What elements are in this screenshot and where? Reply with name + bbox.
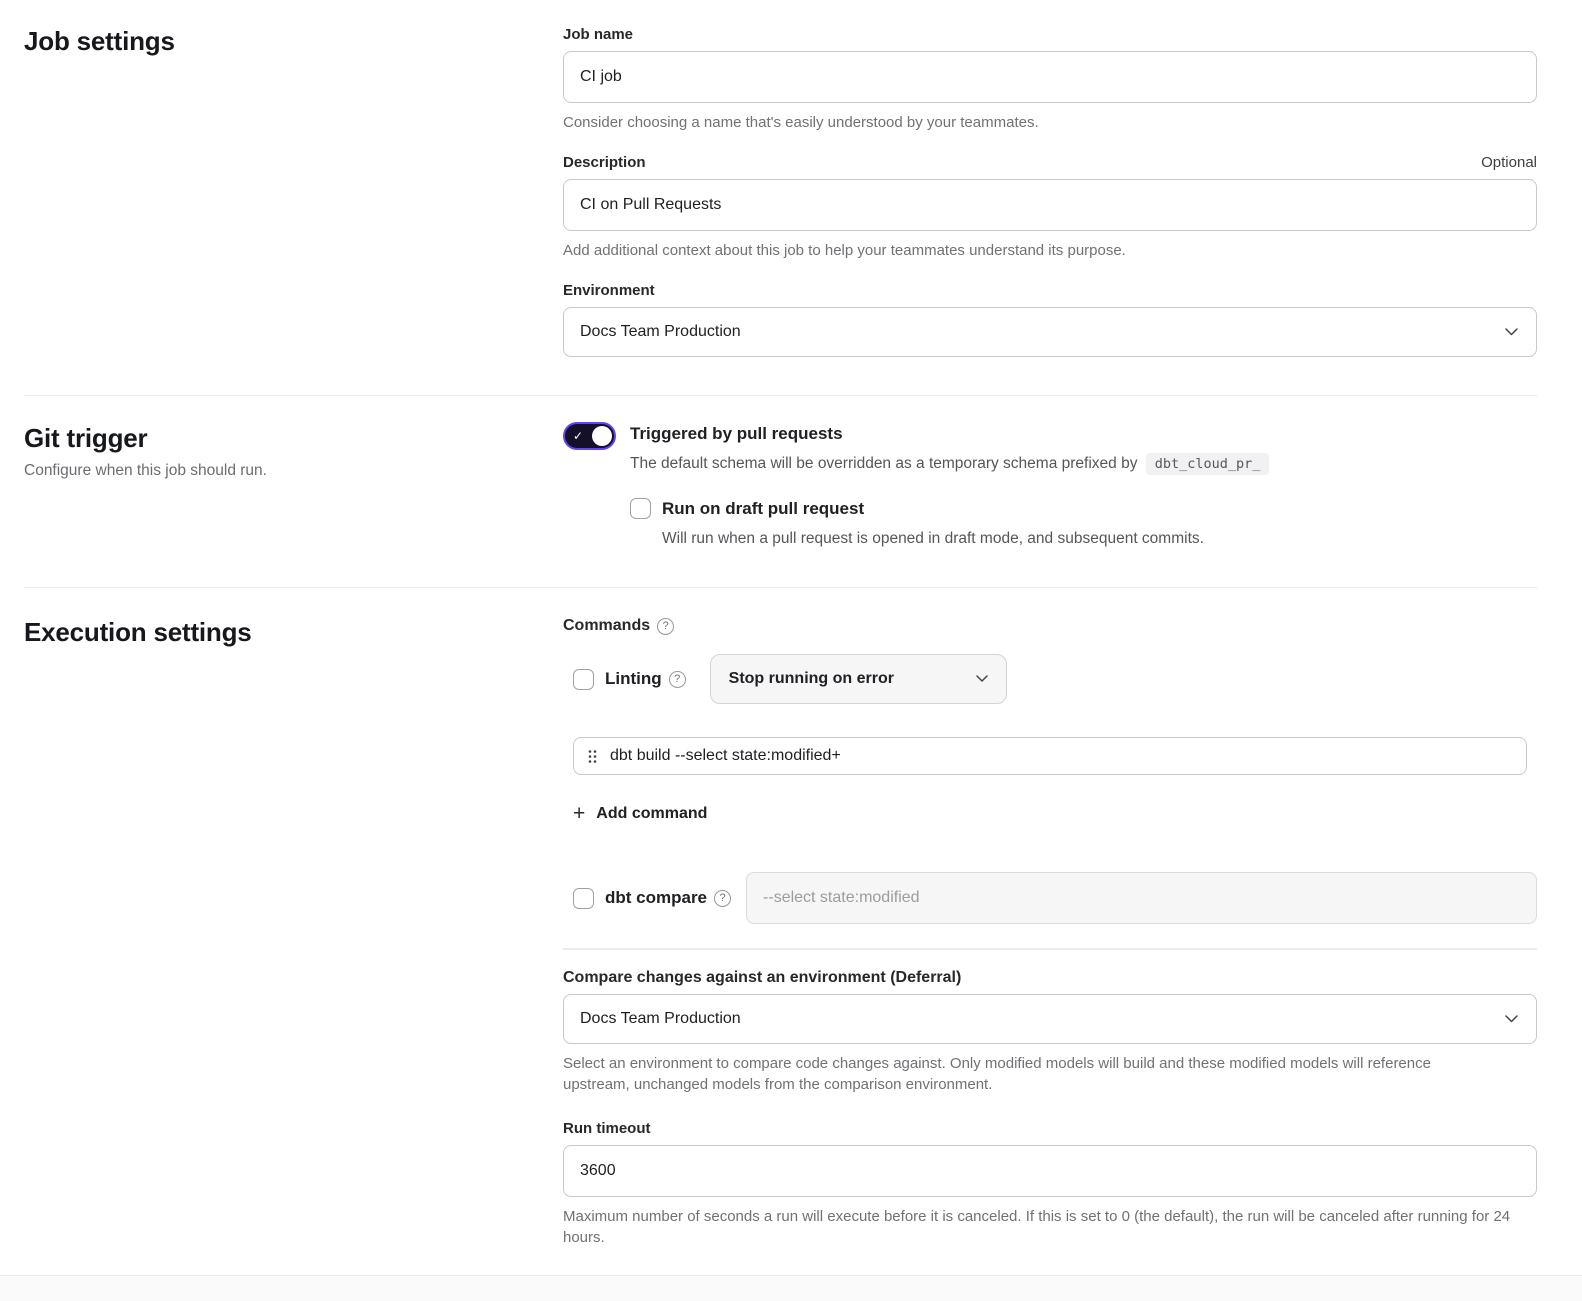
add-command-label: Add command	[596, 804, 708, 822]
draft-pr-block	[630, 498, 1269, 550]
footer-strip	[0, 1275, 1582, 1301]
command-row[interactable]	[573, 737, 1527, 775]
chevron-down-icon	[1505, 323, 1518, 341]
execution-settings-heading: Execution settings	[24, 617, 252, 648]
deferral-field	[563, 969, 1537, 1095]
job-name-field	[563, 26, 1537, 133]
schema-prefix-code: dbt_cloud_pr_	[1146, 453, 1270, 475]
description-label-row	[563, 154, 1537, 172]
drag-handle-icon[interactable]	[588, 749, 597, 764]
deferral-select[interactable]	[563, 994, 1537, 1044]
pr-trigger-row	[563, 423, 1537, 549]
plus-icon: +	[573, 802, 586, 826]
command-text[interactable]: dbt build --select state:modified+	[610, 747, 841, 765]
description-help: Add additional context about this job to help your teammates understand its purpose.	[563, 242, 1126, 259]
linting-mode-value: Stop running on error	[728, 670, 894, 688]
dbt-compare-help-icon[interactable]: ?	[714, 890, 731, 907]
dbt-compare-checkbox[interactable]	[573, 888, 594, 909]
commands-label: Commands	[563, 617, 651, 635]
chevron-down-icon	[976, 670, 988, 688]
job-settings-heading: Job settings	[24, 26, 175, 56]
linting-label: Linting	[605, 669, 662, 689]
execution-settings-section	[24, 588, 1537, 1262]
dbt-compare-label: dbt compare	[605, 888, 708, 908]
execution-settings-heading-col	[24, 617, 563, 1248]
dbt-compare-row	[573, 872, 1537, 924]
check-icon: ✓	[573, 429, 584, 443]
deferral-help: Select an environment to compare code changes against. Only modified models will build and these modified models will reference upstream, unchanged models from the comparison environment.	[563, 1055, 1431, 1094]
git-trigger-section	[24, 396, 1537, 587]
description-field	[563, 154, 1537, 261]
draft-pr-help: Will run when a pull request is opened in draft mode, and subsequent commits.	[662, 529, 1204, 547]
pr-trigger-description-text: The default schema will be overridden as a temporary schema prefixed by	[630, 455, 1138, 472]
run-timeout-help: Maximum number of seconds a run will execute before it is canceled. If this is set to 0 (the default), the run will be canceled after running for 24 hours.	[563, 1208, 1511, 1247]
subsection-divider	[563, 948, 1537, 950]
git-trigger-heading: Git trigger	[24, 423, 148, 453]
description-input[interactable]	[563, 179, 1537, 231]
commands-label-row	[563, 617, 674, 635]
environment-field	[563, 282, 1537, 357]
pr-trigger-label: Triggered by pull requests	[630, 424, 843, 443]
deferral-label: Compare changes against an environment (Deferral)	[563, 969, 962, 987]
job-settings-section	[24, 0, 1537, 395]
linting-help-icon[interactable]: ?	[669, 671, 686, 688]
add-command-button[interactable]	[573, 803, 707, 824]
job-name-input[interactable]	[563, 51, 1537, 103]
description-label: Description	[563, 154, 646, 171]
job-name-label: Job name	[563, 26, 634, 43]
run-timeout-input[interactable]	[563, 1145, 1537, 1197]
toggle-knob	[592, 426, 612, 446]
environment-label: Environment	[563, 282, 655, 299]
commands-help-icon[interactable]: ?	[657, 618, 674, 635]
linting-mode-select[interactable]	[710, 654, 1007, 704]
pr-trigger-description	[630, 453, 1269, 475]
optional-badge: Optional	[1481, 154, 1537, 171]
job-settings-heading-col	[24, 26, 563, 357]
execution-settings-form-col	[563, 617, 1537, 1248]
pr-trigger-content	[630, 423, 1269, 549]
chevron-down-icon	[1505, 1010, 1518, 1028]
job-name-help: Consider choosing a name that's easily understood by your teammates.	[563, 114, 1039, 131]
environment-select[interactable]	[563, 307, 1537, 357]
job-settings-form-col	[563, 26, 1537, 357]
git-trigger-form-col	[563, 423, 1537, 549]
environment-select-value: Docs Team Production	[580, 323, 741, 340]
pr-trigger-toggle[interactable]	[563, 422, 616, 450]
run-timeout-field	[563, 1120, 1537, 1248]
run-timeout-label: Run timeout	[563, 1120, 651, 1138]
git-trigger-heading-col	[24, 423, 563, 549]
linting-checkbox[interactable]	[573, 669, 594, 690]
git-trigger-subheading: Configure when this job should run.	[24, 462, 267, 479]
draft-pr-label: Run on draft pull request	[662, 498, 865, 518]
draft-pr-row	[630, 498, 1269, 520]
deferral-select-value: Docs Team Production	[580, 1010, 741, 1028]
draft-pr-checkbox[interactable]	[630, 498, 651, 519]
linting-row	[573, 654, 1537, 704]
dbt-compare-input[interactable]	[746, 872, 1537, 924]
